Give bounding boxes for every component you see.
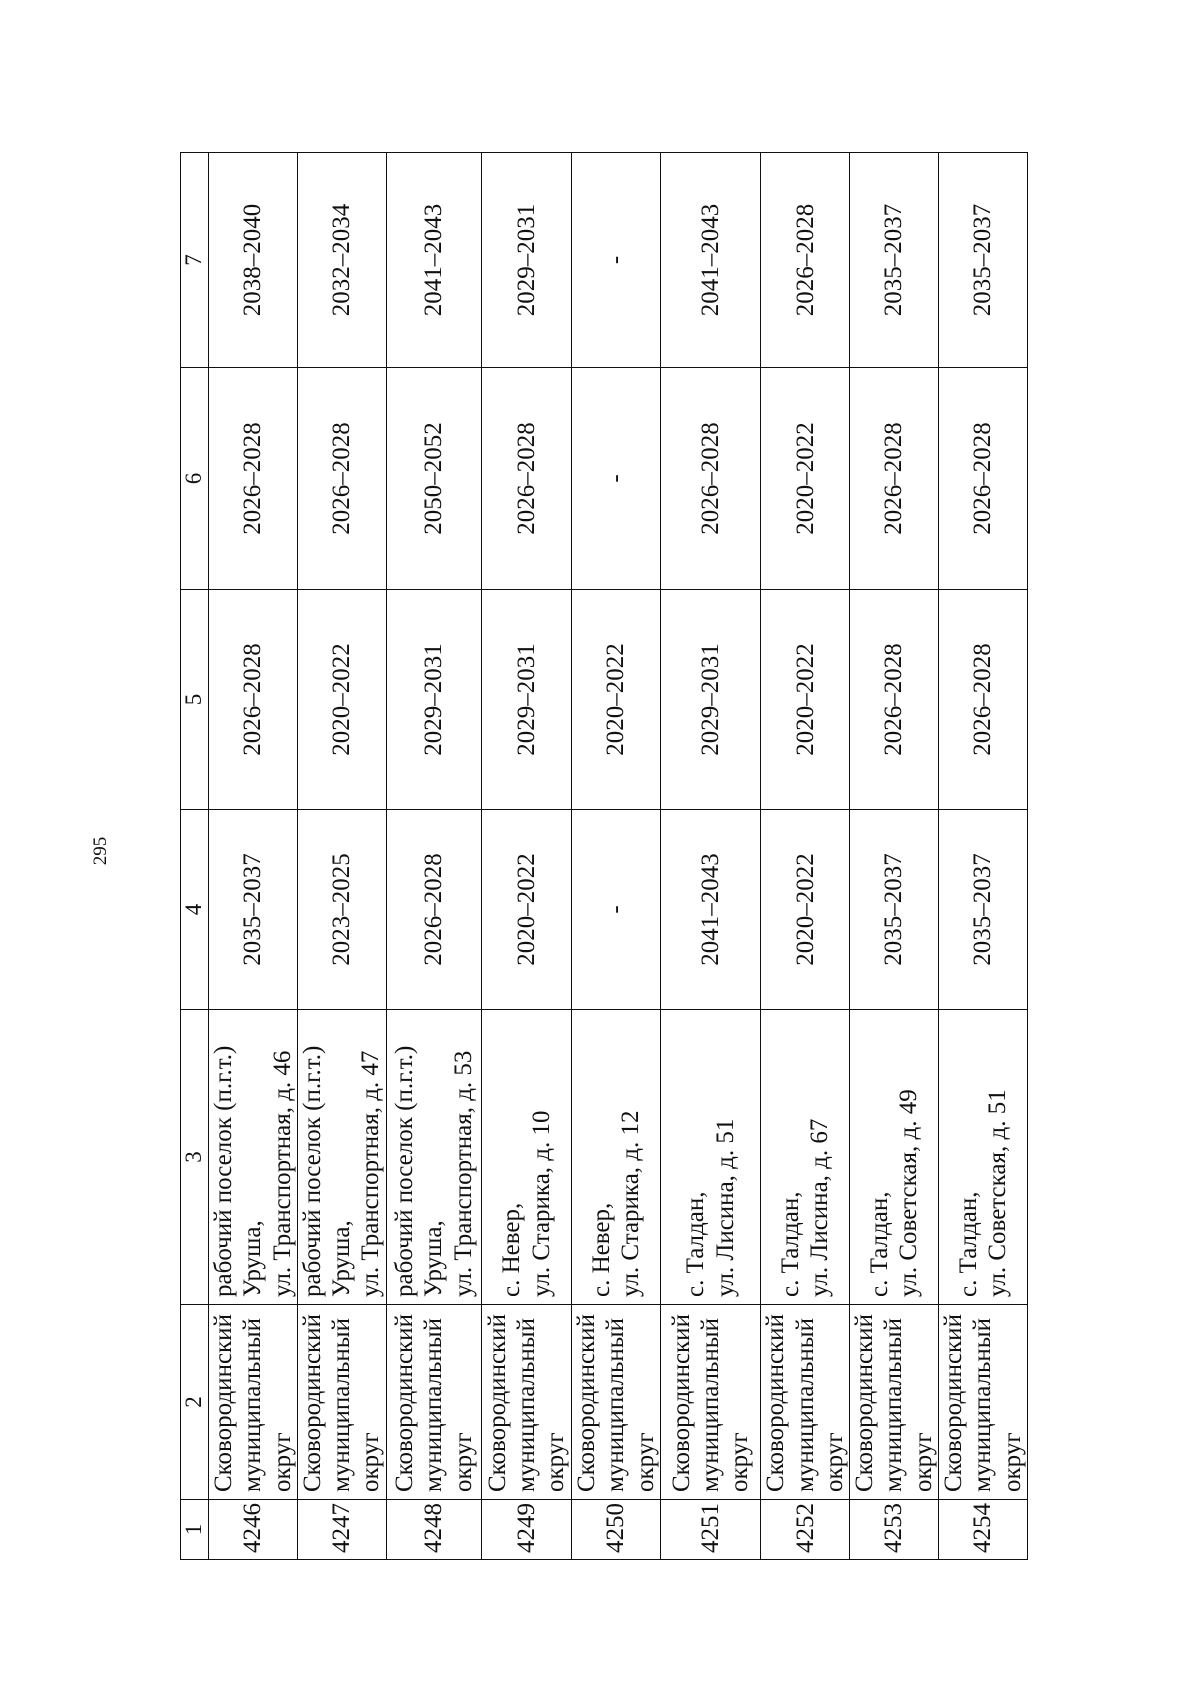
period-cell: 2020–2022 [761,368,850,590]
period-cell: 2029–2031 [481,153,571,368]
period-cell: 2029–2031 [386,590,481,810]
district-line: Сковородинский [573,1314,601,1492]
header-cell: 1 [181,1500,209,1560]
district-line: Сковородинский [391,1314,419,1492]
address-line: с. Талдан, [865,1191,893,1297]
district-line: муниципальный [328,1318,356,1492]
district-line: округ [820,1432,848,1492]
address-line: ул. Транспортная, д. 53 [449,1050,477,1297]
table-row [297,153,386,1560]
address-cell [661,1010,761,1305]
district-cell [386,1305,481,1500]
district-line: Сковородинский [483,1314,511,1492]
header-cell: 6 [181,368,209,590]
period-cell: 2038–2040 [209,153,298,368]
address-line: ул. Советская, д. 49 [895,1089,923,1297]
address-line: ул. Советская, д. 51 [984,1089,1012,1297]
district-line: муниципальный [969,1318,997,1492]
district-cell [661,1305,761,1500]
district-cell [761,1305,850,1500]
header-cell: 4 [181,810,209,1010]
table-row [939,153,1028,1560]
address-line: с. Невер, [587,1202,615,1297]
period-cell: 2041–2043 [661,153,761,368]
district-line: округ [449,1432,477,1492]
period-cell: 2020–2022 [761,810,850,1010]
period-cell: 2050–2052 [386,368,481,590]
address-cell [850,1010,939,1305]
period-cell: 2026–2028 [850,590,939,810]
address-line: ул. Транспортная, д. 47 [357,1050,385,1297]
district-line: Сковородинский [851,1314,879,1492]
address-line: Уруша, [420,1220,448,1297]
row-number-cell: 4246 [209,1500,298,1560]
district-line: муниципальный [697,1318,724,1492]
district-line: округ [357,1432,385,1492]
row-number-cell: 4247 [297,1500,386,1560]
row-number-cell: 4248 [386,1500,481,1560]
address-line: ул. Старика, д. 10 [527,1110,555,1297]
district-line: Сковородинский [298,1314,326,1492]
table-row [661,153,761,1560]
district-cell [481,1305,571,1500]
address-line: рабочий поселок (п.г.т.) [210,1045,238,1297]
address-line: ул. Лисина, д. 67 [806,1118,834,1297]
header-cell: 3 [181,1010,209,1305]
period-cell: - [572,368,661,590]
district-line: округ [268,1432,296,1492]
row-number-cell: 4250 [572,1500,661,1560]
district-line: округ [909,1432,937,1492]
address-line: рабочий поселок (п.г.т.) [298,1045,326,1297]
district-line: округ [998,1432,1026,1492]
period-cell: 2026–2028 [209,368,298,590]
header-cell: 2 [181,1305,209,1500]
period-cell: - [572,810,661,1010]
district-line: округ [542,1432,570,1492]
period-cell: 2026–2028 [297,368,386,590]
table-body [209,153,1028,1560]
period-cell: 2020–2022 [297,590,386,810]
district-cell [850,1305,939,1500]
address-cell [209,1010,298,1305]
address-cell [761,1010,850,1305]
address-line: ул. Лисина, д. 51 [711,1118,739,1297]
district-line: округ [631,1432,659,1492]
table-row [386,153,481,1560]
district-line: Сковородинский [210,1314,238,1492]
period-cell: 2035–2037 [209,810,298,1010]
page-number: 295 [90,836,111,866]
district-cell [572,1305,661,1500]
period-cell: 2041–2043 [386,153,481,368]
row-number-cell: 4252 [761,1500,850,1560]
table-row [850,153,939,1560]
address-cell [297,1010,386,1305]
period-cell: 2026–2028 [761,153,850,368]
rotated-table-container [180,153,1028,1560]
table-row [209,153,298,1560]
period-cell: 2026–2028 [850,368,939,590]
address-line: Уруша, [328,1220,356,1297]
table-row [481,153,571,1560]
address-line: с. Невер, [498,1202,526,1297]
address-line: ул. Транспортная, д. 46 [268,1050,296,1297]
address-line: Уруша, [239,1220,267,1297]
header-row [181,153,209,1560]
row-number-cell: 4249 [481,1500,571,1560]
address-cell [481,1010,571,1305]
data-table [180,152,1028,1560]
header-cell: 5 [181,590,209,810]
district-line: Сковородинский [762,1314,790,1492]
period-cell: 2035–2037 [939,153,1028,368]
period-cell: 2026–2028 [939,590,1028,810]
district-line: муниципальный [512,1318,540,1492]
district-line: муниципальный [239,1318,267,1492]
period-cell: 2020–2022 [481,810,571,1010]
table-row [761,153,850,1560]
period-cell: 2026–2028 [939,368,1028,590]
address-cell [386,1010,481,1305]
period-cell: 2026–2028 [661,368,761,590]
address-line: с. Талдан, [954,1191,982,1297]
district-line: округ [726,1432,754,1492]
address-cell [939,1010,1028,1305]
district-line: Сковородинский [940,1314,968,1492]
district-cell [297,1305,386,1500]
period-cell: 2041–2043 [661,810,761,1010]
address-line: с. Талдан, [776,1191,804,1297]
period-cell: 2032–2034 [297,153,386,368]
period-cell: 2026–2028 [386,810,481,1010]
address-line: ул. Старика, д. 12 [617,1110,645,1297]
table-row [572,153,661,1560]
district-line: муниципальный [791,1318,819,1492]
header-cell: 7 [181,153,209,368]
period-cell: 2035–2037 [850,153,939,368]
row-number-cell: 4253 [850,1500,939,1560]
address-cell [572,1010,661,1305]
period-cell: 2026–2028 [481,368,571,590]
address-line: рабочий поселок (п.г.т.) [391,1045,419,1297]
address-line: с. Талдан, [682,1191,710,1297]
period-cell: 2035–2037 [939,810,1028,1010]
district-cell [209,1305,298,1500]
period-cell: - [572,153,661,368]
period-cell: 2029–2031 [481,590,571,810]
row-number-cell: 4251 [661,1500,761,1560]
period-cell: 2029–2031 [661,590,761,810]
period-cell: 2020–2022 [572,590,661,810]
district-line: муниципальный [602,1318,630,1492]
row-number-cell: 4254 [939,1500,1028,1560]
period-cell: 2020–2022 [761,590,850,810]
period-cell: 2035–2037 [850,810,939,1010]
district-line: муниципальный [880,1318,908,1492]
period-cell: 2026–2028 [209,590,298,810]
district-line: муниципальный [420,1318,448,1492]
district-cell [939,1305,1028,1500]
district-line: Сковородинский [667,1314,695,1492]
period-cell: 2023–2025 [297,810,386,1010]
